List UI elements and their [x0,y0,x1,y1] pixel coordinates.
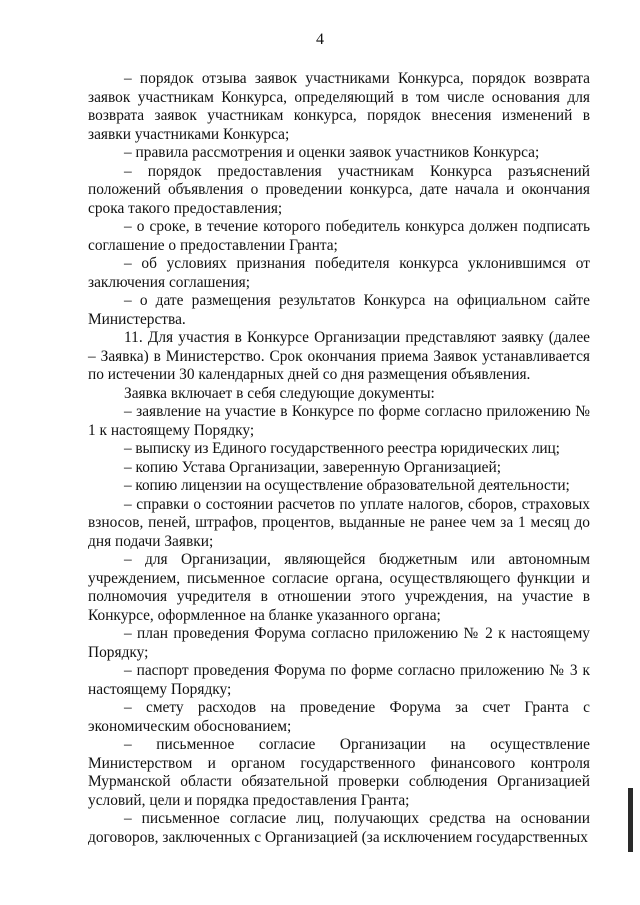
paragraph-clarifications: – порядок предоставления участникам Конкурса разъяснений положений объявления о проведении конкурса, дате начала и окончания срока такого предоставления; [88,162,590,217]
paragraph-registry-extract: – выписку из Единого государственного реестра юридических лиц; [124,440,560,457]
paragraph-founder-consent: – для Организации, являющейся бюджетным или автономным учреждением, письменное согласие органа, осуществляющего функции и полномочия учредителя в отношении этого учреждения, на участие в Конкурсе, оформленное на бланке указанного органа; [88,551,590,624]
paragraph-results-date: – о дате размещения результатов Конкурса на официальном сайте Министерства. [88,292,590,328]
paragraph-bid-withdrawal: – порядок отзыва заявок участниками Конкурса, порядок возврата заявок участникам Конкурса, определяющий в том числе основания для возврата заявок участникам конкурса, порядок внесения изменений в заявки участниками Конкурса; [88,70,590,143]
paragraph-forum-plan: – план проведения Форума согласно приложению № 2 к настоящему Порядку; [88,625,590,661]
paragraph-review-rules: – правила рассмотрения и оценки заявок участников Конкурса; [124,144,540,161]
paragraph-application-form: – заявление на участие в Конкурсе по форме согласно приложению № 1 к настоящему Порядку; [88,403,590,439]
paragraph-charter-copy: – копию Устава Организации, заверенную Организацией; [124,458,501,476]
paragraph-documents-intro: Заявка включает в себя следующие документы: [124,384,435,402]
paragraph-budget-estimate: – смету расходов на проведение Форума за счет Гранта с экономическим обоснованием; [88,699,590,735]
document-body [88,70,590,847]
paragraph-tax-certificates: – справки о состоянии расчетов по уплате налогов, сборов, страховых взносов, пеней, штрафов, процентов, выданные не ранее чем за 1 месяц до дня подачи Заявки; [88,495,590,550]
paragraph-forum-passport: – паспорт проведения Форума по форме согласно приложению № 3 к настоящему Порядку; [88,662,590,698]
paragraph-license-copy: – копию лицензии на осуществление образовательной деятельности; [124,477,570,494]
paragraph-signing-term: – о сроке, в течение которого победитель конкурса должен подписать соглашение о предоставлении Гранта; [88,218,590,254]
page-number: 4 [316,31,324,48]
paragraph-clause-11: 11. Для участия в Конкурсе Организации представляют заявку (далее – Заявка) в Министерство. Срок окончания приема Заявок устанавливается по истечении 30 календарных дней со дня размещения объявления. [88,329,590,383]
scan-edge-mark [628,788,633,852]
paragraph-inspection-consent: – письменное согласие Организации на осуществление Министерством и органом государственного финансового контроля Мурманской области обязательной проверки соблюдения Организацией условий, цели и порядка предоставления Гранта; [88,736,590,809]
paragraph-recipients-consent: – письменное согласие лиц, получающих средства на основании договоров, заключенных с Организацией (за исключением государственных [88,810,590,846]
paragraph-evasion-conditions: – об условиях признания победителя конкурса уклонившимся от заключения соглашения; [88,255,590,291]
